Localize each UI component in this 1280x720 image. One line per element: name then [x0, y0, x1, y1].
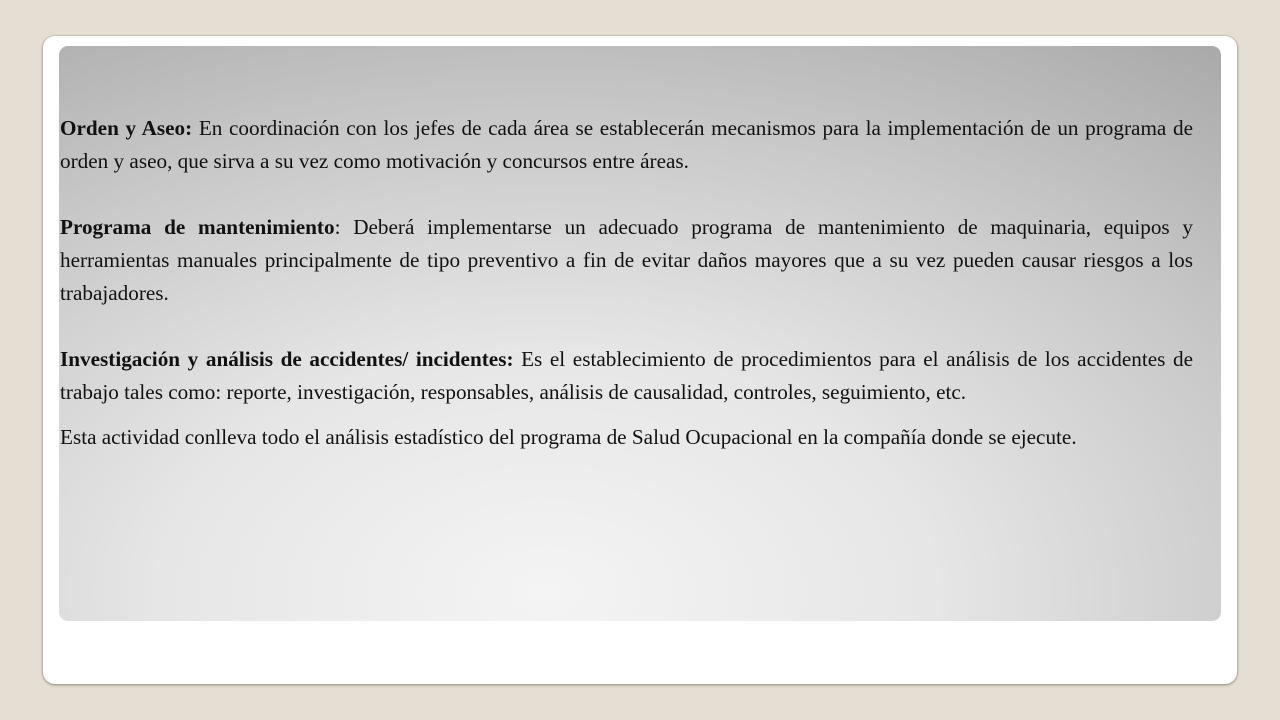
paragraph-text: : Deberá implementarse un adecuado programa de mantenimiento de maquinaria, equipos y herramientas manuales principalmente de tipo preventivo a fin de evitar daños mayores que a su vez pueden causar riesgos a los trabajadores. [60, 215, 1194, 305]
paragraph-text: En coordinación con los jefes de cada área se establecerán mecanismos para la implementación de un programa de orden y aseo, que sirva a su vez como motivación y concursos entre áreas. [60, 116, 1193, 173]
paragraph-heading: Investigación y análisis de accidentes/ incidentes: [60, 347, 514, 371]
paragraph-text: Esta actividad conlleva todo el análisis estadístico del programa de Salud Ocupacional en la compañía donde se ejecute. [60, 425, 1077, 449]
paragraph-orden-aseo [60, 112, 1193, 178]
content-panel [59, 46, 1221, 621]
paragraph-heading: Orden y Aseo: [60, 116, 193, 140]
paragraph-text: Es el establecimiento de procedimientos para el análisis de los accidentes de trabajo tales como: reporte, investigación, responsables, análisis de causalidad, controles, seguimiento, etc. [60, 347, 1194, 404]
paragraph-actividad [60, 421, 1193, 454]
paragraph-mantenimiento [60, 211, 1193, 310]
paragraph-investigacion [60, 343, 1193, 409]
slide-body [60, 112, 1193, 454]
paragraph-heading: Programa de mantenimiento [60, 215, 335, 239]
